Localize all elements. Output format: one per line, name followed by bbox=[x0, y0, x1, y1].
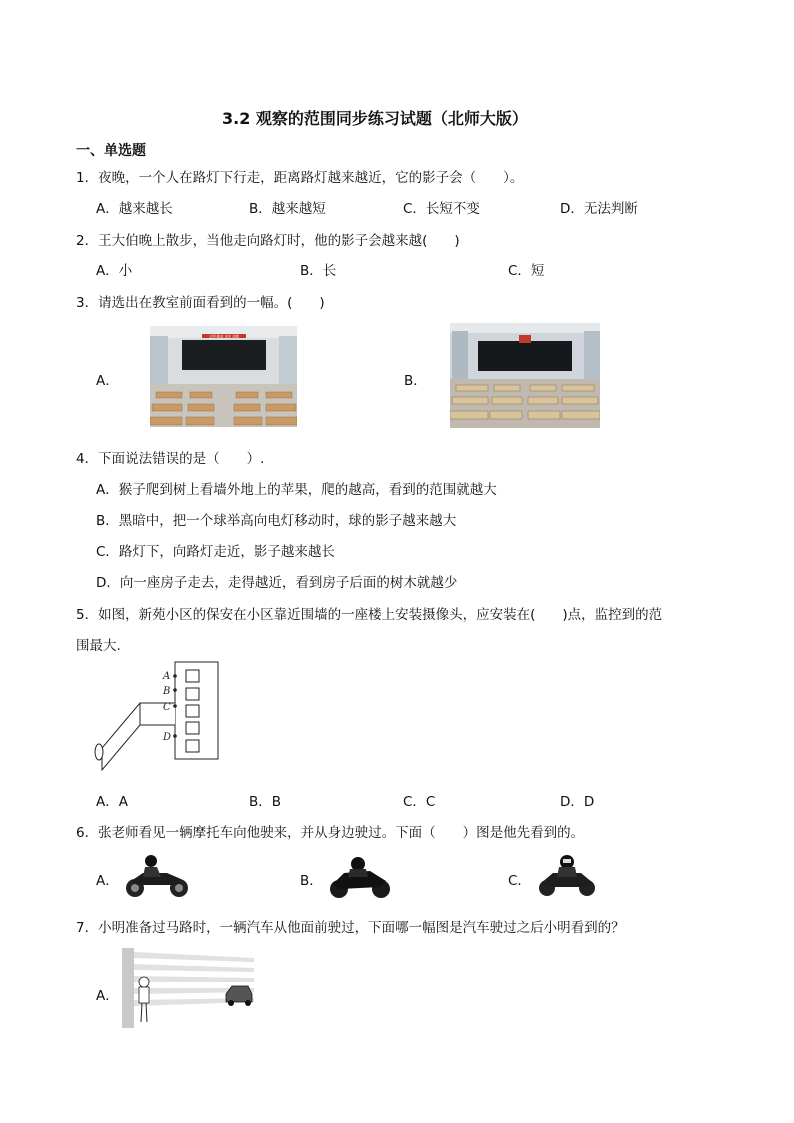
q7-option-a[interactable]: A． bbox=[96, 988, 119, 1004]
crossing-scene-image bbox=[122, 948, 254, 1028]
classroom-back-image bbox=[450, 323, 600, 428]
point-a-label: A bbox=[163, 671, 171, 682]
q4-option-a[interactable]: A．猴子爬到树上看墙外地上的苹果，爬的越高，看到的范围就越大 bbox=[96, 482, 497, 498]
point-d-label: D bbox=[163, 732, 172, 743]
question-5: 5．如图，新苑小区的保安在小区靠近围墙的一座楼上安装摄像头，应安装在( )点，监控到的范 bbox=[76, 607, 663, 623]
building-wall-diagram bbox=[90, 660, 225, 780]
q1-option-b[interactable]: B．越来越短 bbox=[249, 201, 326, 217]
question-5-cont: 围最大. bbox=[76, 638, 121, 654]
section-heading: 一、单选题 bbox=[76, 143, 146, 159]
q5-option-c[interactable]: C．C bbox=[403, 794, 436, 810]
question-3: 3．请选出在教室前面看到的一幅。( ) bbox=[76, 295, 325, 311]
classroom-slogan: 文明 勤奋 求实 创新 bbox=[208, 334, 240, 339]
q5-option-a[interactable]: A．A bbox=[96, 794, 128, 810]
q2-option-a[interactable]: A．小 bbox=[96, 263, 133, 279]
question-6: 6．张老师看见一辆摩托车向他驶来，并从身边驶过。下面（ ）图是他先看到的。 bbox=[76, 825, 585, 841]
q3-option-a[interactable]: A． bbox=[96, 373, 119, 389]
q4-option-b[interactable]: B．黑暗中，把一个球举高向电灯移动时，球的影子越来越大 bbox=[96, 513, 457, 529]
point-b-label: B bbox=[163, 686, 171, 697]
q2-option-b[interactable]: B．长 bbox=[300, 263, 337, 279]
q1-option-c[interactable]: C．长短不变 bbox=[403, 201, 480, 217]
motorcycle-side-icon bbox=[123, 853, 191, 899]
classroom-front-image bbox=[150, 326, 297, 427]
q6-option-c[interactable]: C． bbox=[508, 873, 531, 889]
page-title: 3.2 观察的范围同步练习试题（北师大版） bbox=[222, 109, 528, 128]
motorcycle-rear-icon bbox=[328, 855, 392, 901]
q4-option-d[interactable]: D．向一座房子走去，走得越近，看到房子后面的树木就越少 bbox=[96, 575, 458, 591]
q1-option-a[interactable]: A．越来越长 bbox=[96, 201, 173, 217]
q2-option-c[interactable]: C．短 bbox=[508, 263, 545, 279]
q6-option-b[interactable]: B． bbox=[300, 873, 323, 889]
q5-option-d[interactable]: D．D bbox=[560, 794, 595, 810]
question-2: 2．王大伯晚上散步，当他走向路灯时，他的影子会越来越( ) bbox=[76, 233, 460, 249]
q4-option-c[interactable]: C．路灯下，向路灯走近，影子越来越长 bbox=[96, 544, 335, 560]
question-1: 1．夜晚，一个人在路灯下行走，距离路灯越来越近，它的影子会（ ）。 bbox=[76, 170, 524, 186]
q1-option-d[interactable]: D．无法判断 bbox=[560, 201, 638, 217]
q5-option-b[interactable]: B．B bbox=[249, 794, 282, 810]
question-7: 7．小明准备过马路时，一辆汽车从他面前驶过，下面哪一幅图是汽车驶过之后小明看到的？ bbox=[76, 920, 625, 936]
point-c-label: C bbox=[163, 702, 171, 713]
question-4: 4．下面说法错误的是（ ）. bbox=[76, 451, 265, 467]
motorcycle-front-icon bbox=[535, 853, 599, 899]
q6-option-a[interactable]: A． bbox=[96, 873, 119, 889]
q3-option-b[interactable]: B． bbox=[404, 373, 427, 389]
